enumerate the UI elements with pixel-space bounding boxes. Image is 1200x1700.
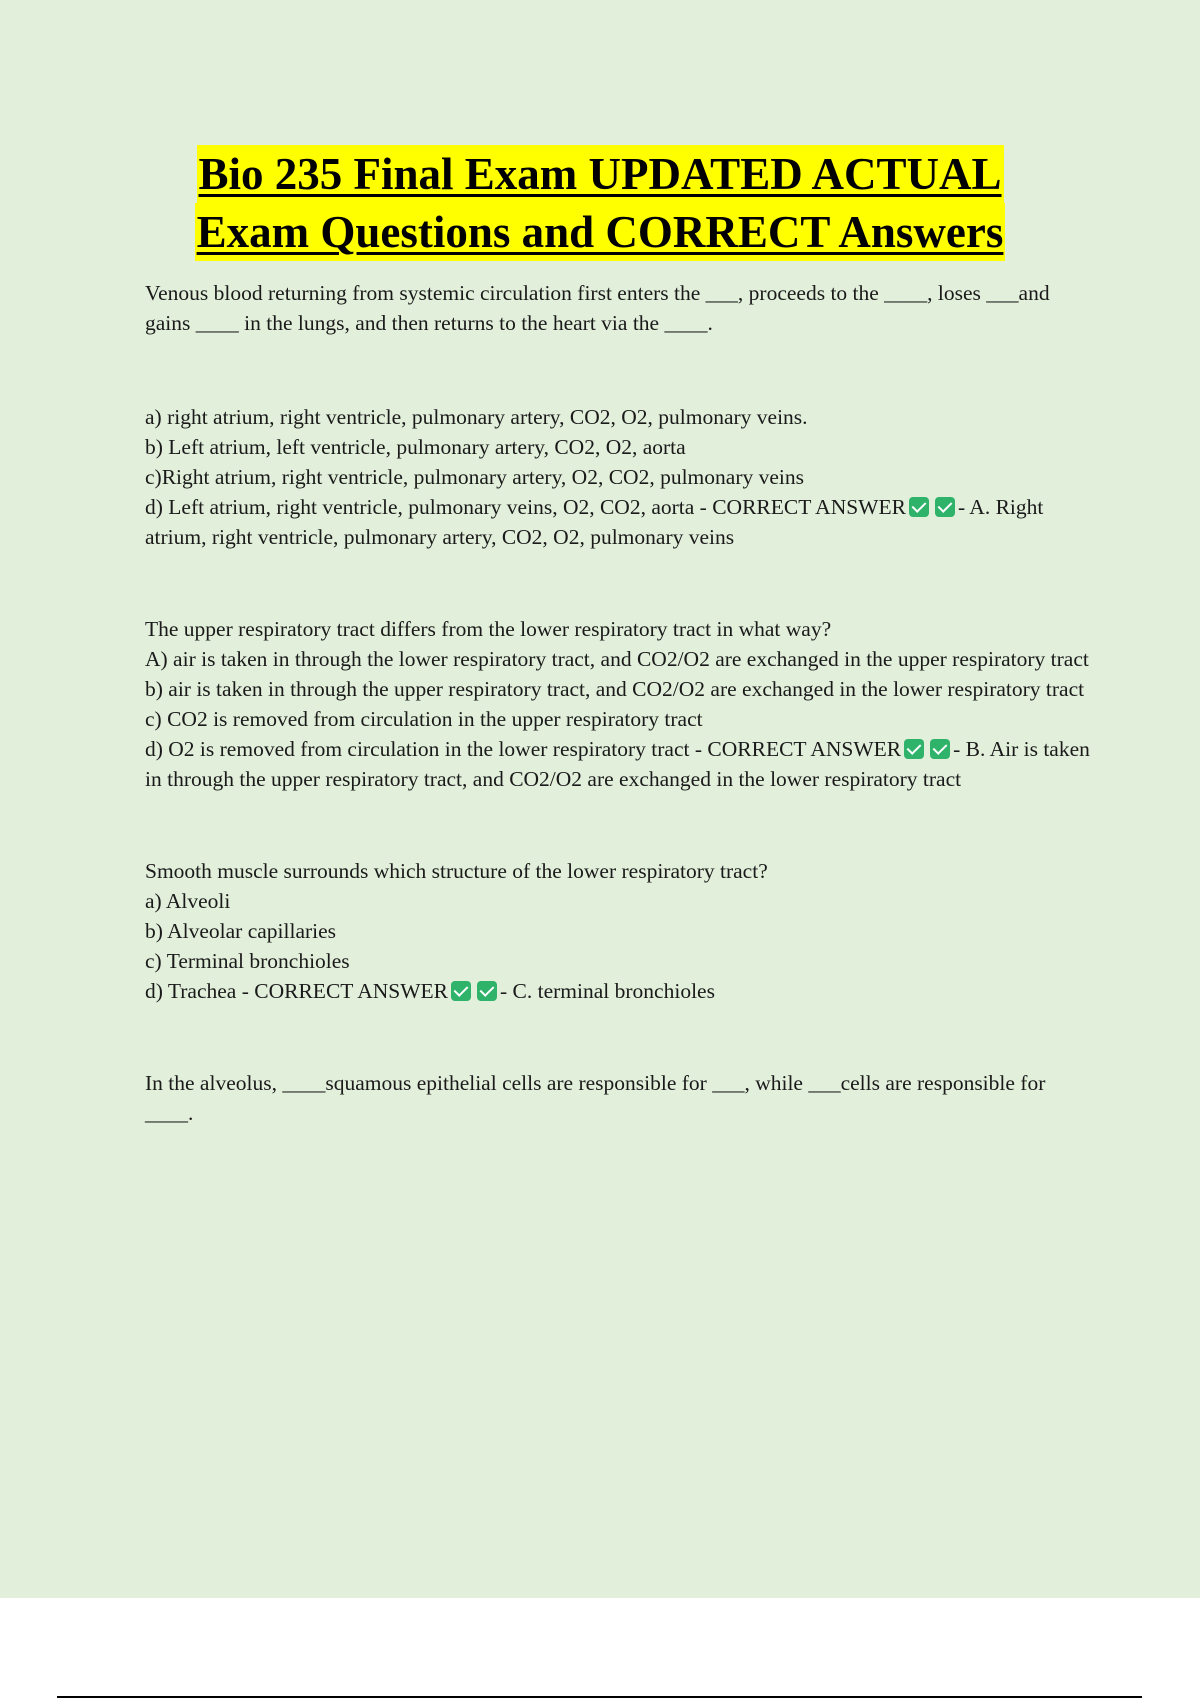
question-block: [145, 278, 1090, 552]
page-title: [0, 145, 1200, 261]
answer-option-correct: [145, 734, 1090, 794]
answer-option: c)Right atrium, right ventricle, pulmonary artery, O2, CO2, pulmonary veins: [145, 465, 804, 489]
check-box-icon: [477, 981, 497, 1001]
question-stem: Venous blood returning from systemic circulation first enters the ___, proceeds to the ____, loses ___and gains ____ in the lungs, and then returns to the heart via the ____.: [145, 281, 1050, 335]
last-option-text: d) Left atrium, right ventricle, pulmonary veins, O2, CO2, aorta - CORRECT ANSWER: [145, 495, 906, 519]
check-box-icon: [930, 739, 950, 759]
question-stem: Smooth muscle surrounds which structure of the lower respiratory tract?: [145, 859, 768, 883]
check-box-icon: [904, 739, 924, 759]
question-stem: In the alveolus, ____squamous epithelial cells are responsible for ___, while ___cells are responsible for ____.: [145, 1071, 1046, 1125]
check-box-icon: [935, 497, 955, 517]
correct-answer-text: - A. Right atrium, right ventricle, pulmonary artery, CO2, O2, pulmonary veins: [145, 495, 1044, 549]
answer-option: a) Alveoli: [145, 889, 231, 913]
last-option-text: d) Trachea - CORRECT ANSWER: [145, 979, 448, 1003]
answer-option: c) Terminal bronchioles: [145, 949, 350, 973]
question-block: [145, 856, 1090, 1006]
last-option-text: d) O2 is removed from circulation in the lower respiratory tract - CORRECT ANSWER: [145, 737, 902, 761]
answer-option: a) right atrium, right ventricle, pulmonary artery, CO2, O2, pulmonary veins.: [145, 405, 808, 429]
check-box-icon: [909, 497, 929, 517]
answer-option: b) air is taken in through the upper respiratory tract, and CO2/O2 are exchanged in the lower respiratory tract: [145, 677, 1085, 701]
answer-option: A) air is taken in through the lower respiratory tract, and CO2/O2 are exchanged in the upper respiratory tract: [145, 647, 1089, 671]
question-list: [145, 278, 1090, 1128]
title-line-1: Bio 235 Final Exam UPDATED ACTUAL: [197, 145, 1004, 203]
answer-option: c) CO2 is removed from circulation in the upper respiratory tract: [145, 707, 703, 731]
answer-option-correct: [145, 492, 1090, 552]
answer-option: b) Left atrium, left ventricle, pulmonary artery, CO2, O2, aorta: [145, 435, 686, 459]
answer-option: b) Alveolar capillaries: [145, 919, 337, 943]
correct-answer-text: - C. terminal bronchioles: [500, 979, 715, 1003]
check-box-icon: [451, 981, 471, 1001]
answer-option-correct: [145, 976, 1090, 1006]
footer-divider: [57, 1696, 1142, 1698]
title-line-2: Exam Questions and CORRECT Answers: [195, 203, 1006, 261]
question-stem: The upper respiratory tract differs from the lower respiratory tract in what way?: [145, 617, 832, 641]
question-block: [145, 614, 1090, 794]
correct-answer-text: - B. Air is taken in through the upper respiratory tract, and CO2/O2 are exchanged in the lower respiratory tract: [145, 737, 1090, 791]
